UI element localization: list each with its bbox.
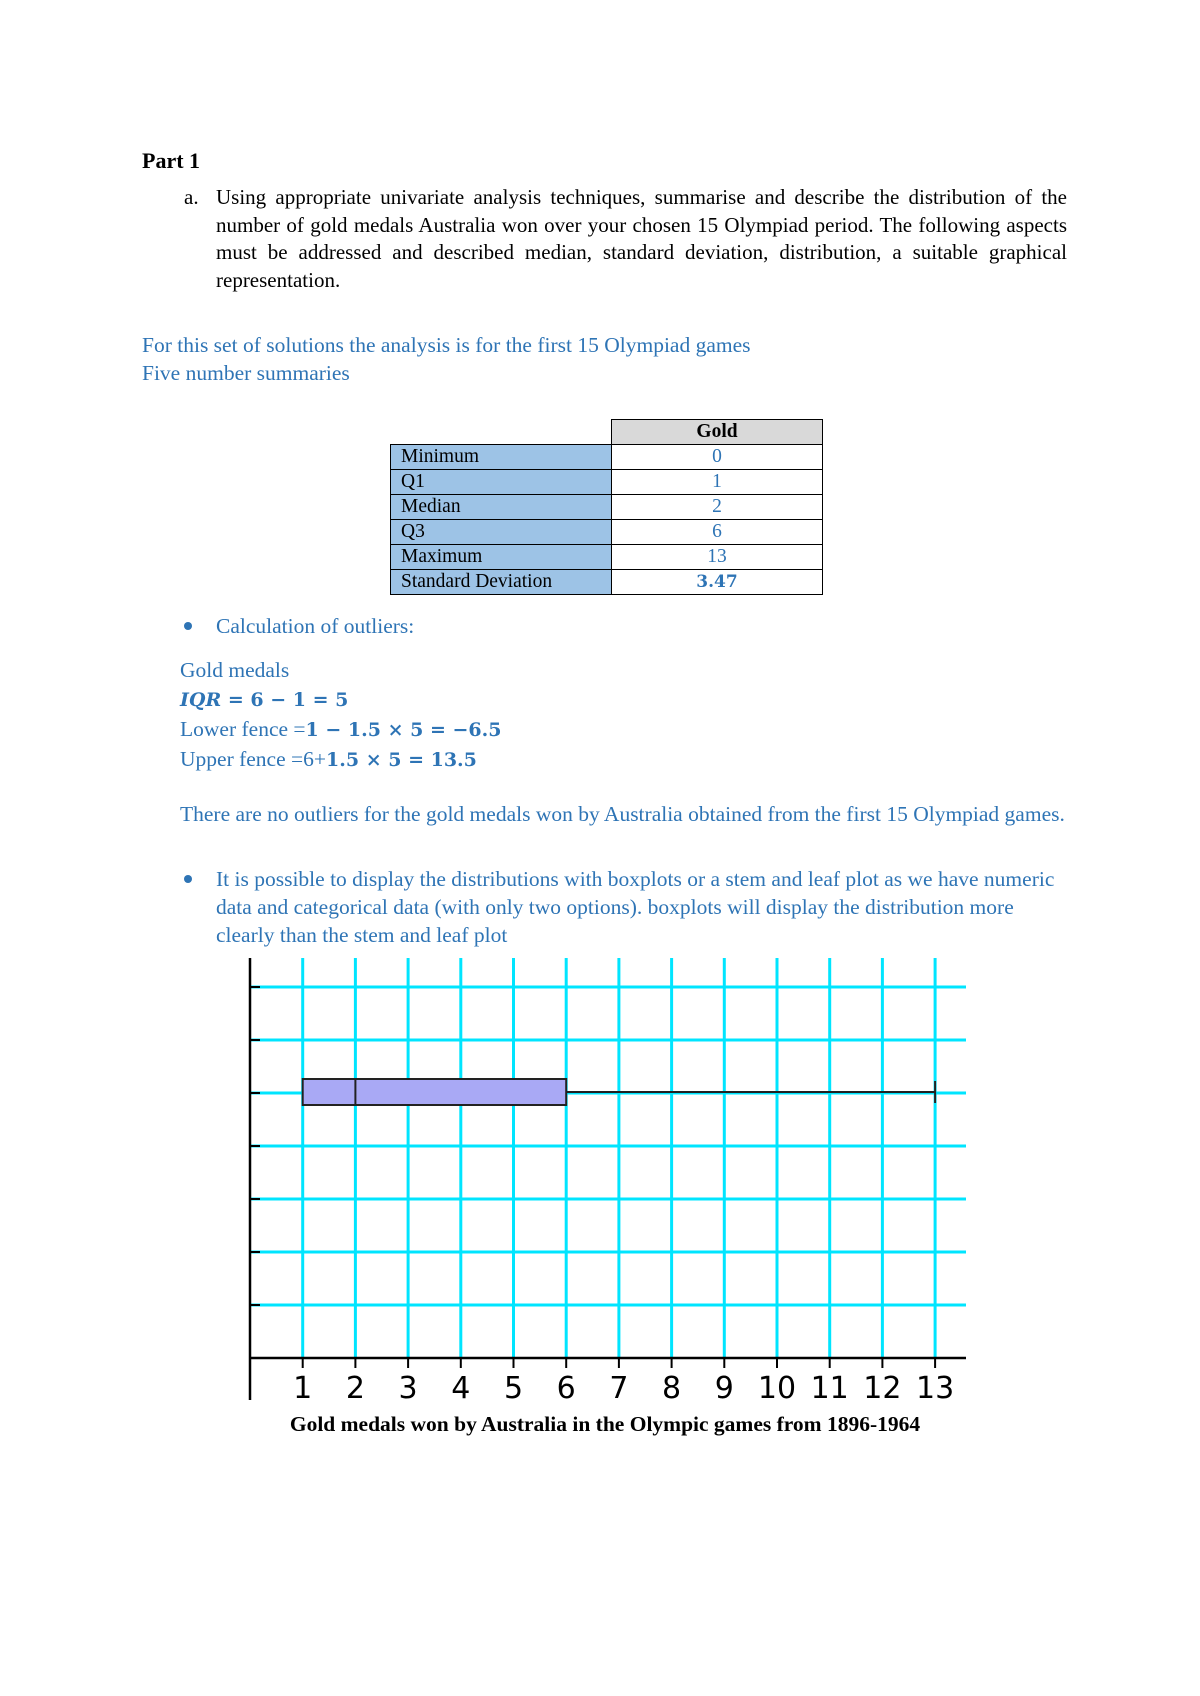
- bullet-dot: [184, 622, 192, 630]
- x-tick-label: 7: [609, 1371, 629, 1406]
- row-value: 2: [612, 495, 823, 520]
- upper-fence-label: Upper fence =6+: [180, 747, 327, 771]
- x-tick-label: 12: [863, 1371, 902, 1406]
- row-label: Q3: [391, 520, 612, 545]
- table-header-gold: Gold: [612, 420, 823, 445]
- boxplot-chart: [244, 948, 974, 1408]
- row-label: Median: [391, 495, 612, 520]
- bullet-text: Calculation of outliers:: [216, 614, 415, 638]
- row-label: Standard Deviation: [391, 570, 612, 595]
- row-label: Minimum: [391, 445, 612, 470]
- iqr-label: IQR: [180, 689, 222, 711]
- lower-fence-expression: 1 − 1.5 × 5 = −6.5: [305, 719, 502, 741]
- x-tick-label: 13: [916, 1371, 955, 1406]
- question-text: Using appropriate univariate analysis techniques, summarise and describe the distribution of the number of gold medals Australia won over your chosen 15 Olympiad period. The following aspects must be addressed and described median, standard deviation, distribution, a suitable graphical representation.: [216, 185, 1067, 292]
- intro-line-1: For this set of solutions the analysis is for the first 15 Olympiad games: [142, 333, 751, 357]
- lower-fence-line: [180, 715, 501, 745]
- part-heading: Part 1: [142, 148, 201, 173]
- table-corner-cell: [391, 420, 612, 445]
- iqr-expression: = 6 − 1 = 5: [221, 689, 349, 711]
- table-row: [391, 520, 823, 545]
- bullet-text: It is possible to display the distributions with boxplots or a stem and leaf plot as we have numeric data and categorical data (with only two options). boxplots will display the distribution more clearly than the stem and leaf plot: [216, 867, 1055, 947]
- x-tick-label: 3: [398, 1371, 418, 1406]
- intro-line-2: Five number summaries: [142, 361, 350, 385]
- row-label: Q1: [391, 470, 612, 495]
- bullet-outliers: [184, 612, 414, 640]
- x-tick-label: 9: [714, 1371, 734, 1406]
- row-value: 6: [612, 520, 823, 545]
- chart-caption: Gold medals won by Australia in the Olympic games from 1896-1964: [289, 1412, 921, 1436]
- x-tick-label: 11: [810, 1371, 849, 1406]
- table-row: [391, 495, 823, 520]
- upper-fence-line: [180, 745, 501, 775]
- table-row: [391, 470, 823, 495]
- bullet-dot: [184, 875, 192, 883]
- table-header-row: [391, 420, 823, 445]
- x-tick-label: 6: [556, 1371, 576, 1406]
- five-number-summary-table: [390, 419, 823, 595]
- x-tick-label: 1: [293, 1371, 313, 1406]
- table-row: [391, 545, 823, 570]
- lower-fence-label: Lower fence =: [180, 717, 306, 741]
- question-a: [142, 184, 1067, 294]
- x-tick-label: 5: [503, 1371, 524, 1406]
- table-row: [391, 445, 823, 470]
- x-tick-label: 4: [451, 1371, 471, 1406]
- box-iqr: [303, 1079, 567, 1105]
- x-tick-label: 2: [345, 1371, 365, 1406]
- iqr-line: [180, 685, 501, 715]
- row-value: 13: [612, 545, 823, 570]
- bullet-boxplot-note: [184, 865, 1074, 949]
- outlier-calculation: [180, 656, 501, 775]
- row-value: 0: [612, 445, 823, 470]
- row-label: Maximum: [391, 545, 612, 570]
- x-tick-label: 8: [662, 1371, 682, 1406]
- question-letter: a.: [184, 185, 199, 209]
- solution-intro: [142, 331, 751, 387]
- upper-fence-expression: 1.5 × 5 = 13.5: [326, 749, 477, 771]
- table-row: [391, 570, 823, 595]
- x-tick-label: 10: [757, 1371, 797, 1406]
- outlier-title: Gold medals: [180, 658, 290, 682]
- row-value: 3.47: [612, 570, 823, 595]
- row-value: 1: [612, 470, 823, 495]
- no-outliers-statement: There are no outliers for the gold medals won by Australia obtained from the first 15 Olympiad games.: [180, 802, 1065, 826]
